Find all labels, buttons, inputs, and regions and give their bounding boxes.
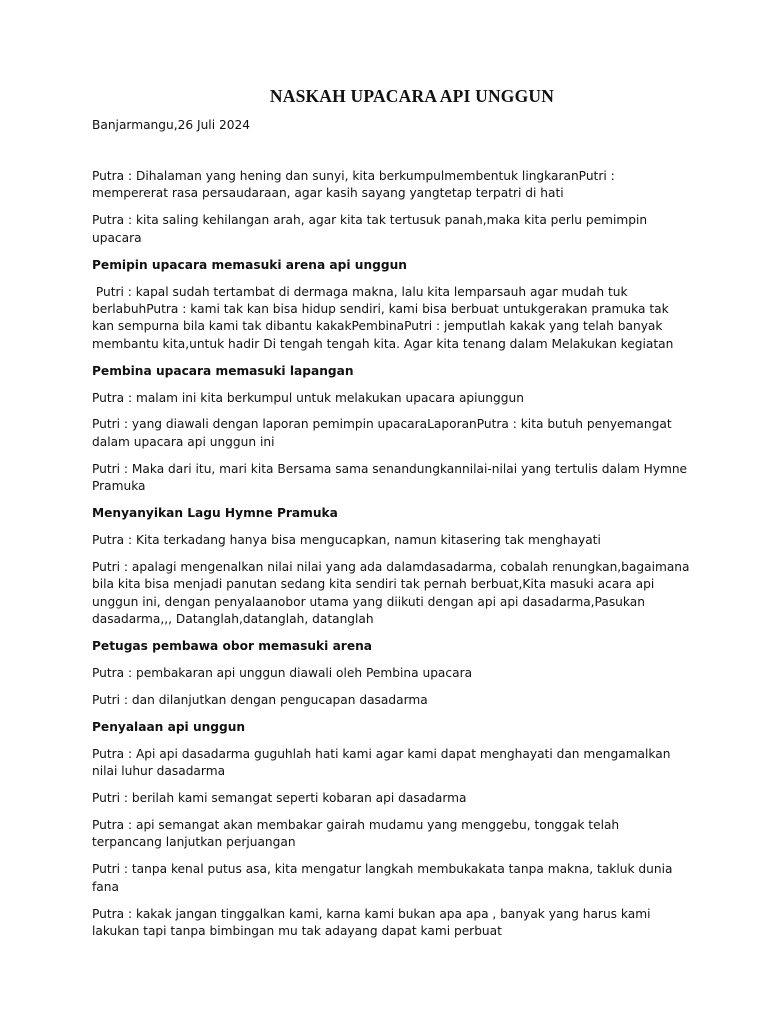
paragraph: Putra : pembakaran api unggun diawali oleh Pembina upacara — [92, 665, 473, 680]
paragraph: Putri : Maka dari itu, mari kita Bersama sama senandungkannilai-nilai yang tertulis dalam Hymne Pramuka — [92, 461, 691, 494]
paragraph: Putri : yang diawali dengan laporan pemimpin upacaraLaporanPutra : kita butuh penyemangat dalam upacara api unggun ini — [92, 417, 676, 449]
paragraph: Putra : api semangat akan membakar gairah mudamu yang menggebu, tonggak telah terpancang lanjutkan perjuangan — [92, 817, 624, 850]
paragraph: Putra : Dihalaman yang hening dan sunyi, kita berkumpulmembentuk lingkaranPutri : mempererat rasa persaudaraan, agar kasih sayang yangtetap terpatri di hati — [92, 169, 619, 201]
section-heading: Penyalaan api unggun — [92, 719, 246, 734]
paragraph: Putri : apalagi mengenalkan nilai nilai yang ada dalamdasadarma, cobalah renungkan,bagaimana bila kita bisa menjadi panutan sedang kita sendiri tak pernah berbuat,Kita masuki acara api unggun ini, dengan penyalaanobor utama yang diikuti dengan api api dasadarma,Pasukan dasadarma,,, Datanglah,datanglah, datanglah — [92, 559, 694, 627]
paragraph: Putri : dan dilanjutkan dengan pengucapan dasadarma — [92, 692, 428, 707]
document-body — [92, 168, 692, 940]
paragraph: Putra : kakak jangan tinggalkan kami, karna kami bukan apa apa , banyak yang harus kami lakukan tapi tanpa bimbingan mu tak adayang dapat kami perbuat — [92, 906, 655, 938]
place-date: Banjarmangu,26 Juli 2024 — [92, 118, 250, 132]
section-heading: Petugas pembawa obor memasuki arena — [92, 639, 372, 654]
section-heading: Pemipin upacara memasuki arena api unggun — [92, 257, 407, 272]
paragraph: Putra : malam ini kita berkumpul untuk melakukan upacara apiunggun — [92, 390, 524, 405]
document-title: NASKAH UPACARA API UNGGUN — [269, 86, 555, 106]
paragraph: Putri : kapal sudah tertambat di dermaga makna, lalu kita lemparsauh agar mudah tuk berlabuhPutra : kami tak kan bisa hidup sendiri, kami bisa berbuat untukgerakan pramuka tak kan sempurna bila kami tak dibantu kakakPembinaPutri : jemputlah kakak yang telah banyak membantu kita,untuk hadir Di tengah tengah kita. Agar kita tenang dalam Melakukan kegiatan — [92, 284, 674, 351]
paragraph: Putra : kita saling kehilangan arah, agar kita tak tertusuk panah,maka kita perlu pemimpin upacara — [92, 213, 651, 245]
paragraph: Putra : Kita terkadang hanya bisa mengucapkan, namun kitasering tak menghayati — [92, 533, 601, 547]
paragraph: Putra : Api api dasadarma guguhlah hati kami agar kami dapat menghayati dan mengamalkan nilai luhur dasadarma — [92, 746, 675, 779]
paragraph: Putri : tanpa kenal putus asa, kita mengatur langkah membukakata tanpa makna, takluk dunia fana — [92, 862, 677, 894]
section-heading: Menyanyikan Lagu Hymne Pramuka — [92, 506, 338, 521]
paragraph: Putri : berilah kami semangat seperti kobaran api dasadarma — [92, 790, 467, 805]
section-heading: Pembina upacara memasuki lapangan — [92, 363, 354, 378]
